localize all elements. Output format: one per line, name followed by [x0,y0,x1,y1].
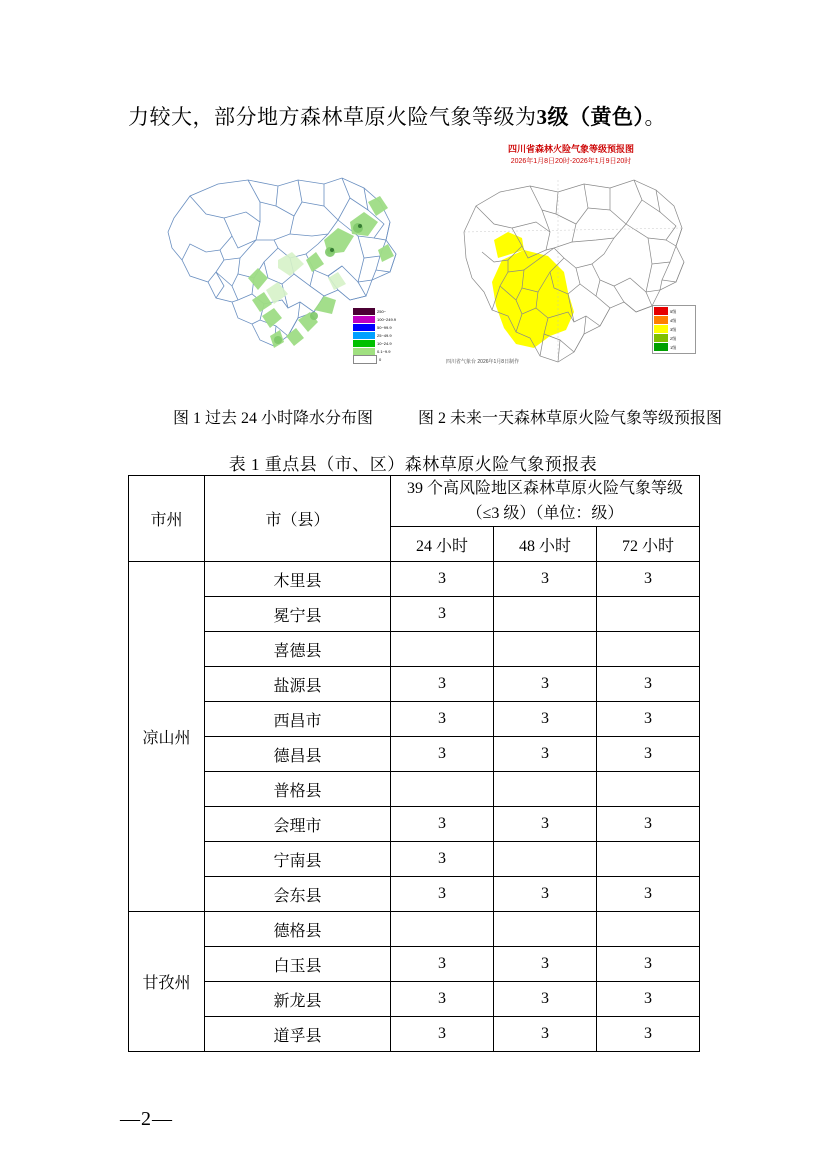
page-number: —2— [120,1108,173,1130]
value-48h: 3 [494,807,597,842]
value-24h: 3 [391,702,494,737]
value-48h [494,912,597,947]
table-row [129,912,700,947]
county-cell: 德格县 [205,912,391,947]
value-24h [391,912,494,947]
legend-label-level5: 5级 [670,308,677,314]
figure-row [128,140,704,380]
value-72h [597,772,700,807]
value-24h: 3 [391,562,494,597]
legend-item [654,334,694,342]
city-cell-liangshan: 凉山州 [129,562,205,912]
county-cell: 会理市 [205,807,391,842]
paragraph-bold-text: 3级（黄色） [536,105,645,129]
table-row [129,982,700,1017]
value-48h: 3 [494,877,597,912]
table-row [129,877,700,912]
legend-label-level3: 3级 [670,326,677,332]
county-cell: 西昌市 [205,702,391,737]
legend-label-100: 100~249.9 [377,317,397,322]
map-title-block [438,144,704,167]
legend-swatch-25 [353,332,375,339]
table-row [129,737,700,772]
legend-label-25: 25~49.9 [377,333,392,338]
legend-item [353,332,407,339]
legend-item [353,340,407,347]
value-48h [494,772,597,807]
legend-swatch-100 [353,316,375,323]
header-city: 市州 [129,476,205,562]
value-72h [597,597,700,632]
map-subtitle-text: 2026年1月8日20时-2026年1月9日20时 [510,158,632,165]
paragraph-text-before: 力较大，部分地方森林草原火险气象等级为 [128,105,537,129]
value-48h: 3 [494,667,597,702]
value-24h: 3 [391,947,494,982]
legend-swatch-0 [353,355,377,364]
legend-swatch-50 [353,324,375,331]
county-cell: 冕宁县 [205,597,391,632]
header-48h: 48 小时 [494,527,597,562]
figure-2-fire-risk-map [438,140,704,376]
value-72h: 3 [597,562,700,597]
legend-label-10: 10~24.9 [377,341,392,346]
legend-label-level4: 4级 [670,317,677,323]
table-header-row-1 [129,476,700,527]
value-72h: 3 [597,947,700,982]
county-cell: 会东县 [205,877,391,912]
table-row [129,772,700,807]
legend-swatch-level5 [654,307,668,315]
figure-2-caption: 图 2 未来一天森林草原火险气象等级预报图 [418,410,723,427]
value-48h: 3 [494,947,597,982]
body-paragraph [128,100,708,134]
table-row [129,947,700,982]
table-row [129,562,700,597]
legend-swatch-01 [353,348,375,355]
table-row [129,1017,700,1052]
value-72h: 3 [597,667,700,702]
value-48h [494,842,597,877]
county-cell: 德昌县 [205,737,391,772]
header-72h: 72 小时 [597,527,700,562]
legend-item [353,356,407,363]
county-cell: 盐源县 [205,667,391,702]
table-row [129,632,700,667]
forecast-table [128,475,700,1052]
table-row [129,667,700,702]
value-24h [391,772,494,807]
legend-label-01: 0.1~9.9 [377,349,391,354]
county-cell: 木里县 [205,562,391,597]
legend-item [654,343,694,351]
value-24h [391,632,494,667]
value-24h: 3 [391,737,494,772]
legend-item [353,348,407,355]
value-48h [494,597,597,632]
legend-swatch-level3 [654,325,668,333]
value-72h: 3 [597,877,700,912]
legend-label-250: 250~ [377,309,387,314]
value-72h: 3 [597,807,700,842]
legend-swatch-level2 [654,334,668,342]
county-cell: 宁南县 [205,842,391,877]
legend-label-0: 0 [379,357,382,362]
value-72h: 3 [597,982,700,1017]
county-cell: 普格县 [205,772,391,807]
city-cell-ganzi: 甘孜州 [129,912,205,1052]
table-row [129,702,700,737]
value-48h: 3 [494,1017,597,1052]
legend-item [654,316,694,324]
figure-1-precipitation-map [128,140,413,376]
value-24h: 3 [391,842,494,877]
value-24h: 3 [391,597,494,632]
legend-item [654,325,694,333]
county-cell: 喜德县 [205,632,391,667]
value-48h: 3 [494,702,597,737]
legend-label-level2: 2级 [670,335,677,341]
figure-1-legend [353,308,407,364]
value-72h [597,912,700,947]
header-county: 市（县） [205,476,391,562]
value-48h [494,632,597,667]
table-row [129,842,700,877]
header-24h: 24 小时 [391,527,494,562]
value-24h: 3 [391,1017,494,1052]
value-24h: 3 [391,807,494,842]
value-24h: 3 [391,667,494,702]
map-footnote: 四川省气象台 2026年1月8日制作 [446,359,520,365]
map-title-text: 四川省森林火险气象等级预报图 [507,144,634,154]
legend-swatch-level4 [654,316,668,324]
county-cell: 新龙县 [205,982,391,1017]
legend-swatch-10 [353,340,375,347]
value-72h [597,632,700,667]
value-24h: 3 [391,877,494,912]
value-24h: 3 [391,982,494,1017]
value-72h: 3 [597,737,700,772]
value-72h [597,842,700,877]
legend-label-level1: 1级 [670,344,677,350]
figure-1-caption: 图 1 过去 24 小时降水分布图 [172,410,373,427]
header-group: 39 个高风险地区森林草原火险气象等级（≤3 级）（单位：级） [391,476,700,527]
value-48h: 3 [494,737,597,772]
table-row [129,807,700,842]
legend-item [353,308,407,315]
legend-swatch-250 [353,308,375,315]
table-row [129,597,700,632]
legend-item [353,316,407,323]
county-cell: 道孚县 [205,1017,391,1052]
value-48h: 3 [494,562,597,597]
paragraph-text-after: 。 [644,105,666,129]
value-72h: 3 [597,702,700,737]
legend-item [654,307,694,315]
legend-item [353,324,407,331]
legend-label-50: 50~99.9 [377,325,392,330]
figure-2-legend [652,305,696,354]
table-title: 表 1 重点县（市、区）森林草原火险气象预报表 [228,455,598,474]
value-72h: 3 [597,1017,700,1052]
county-cell: 白玉县 [205,947,391,982]
value-48h: 3 [494,982,597,1017]
legend-swatch-level1 [654,343,668,351]
